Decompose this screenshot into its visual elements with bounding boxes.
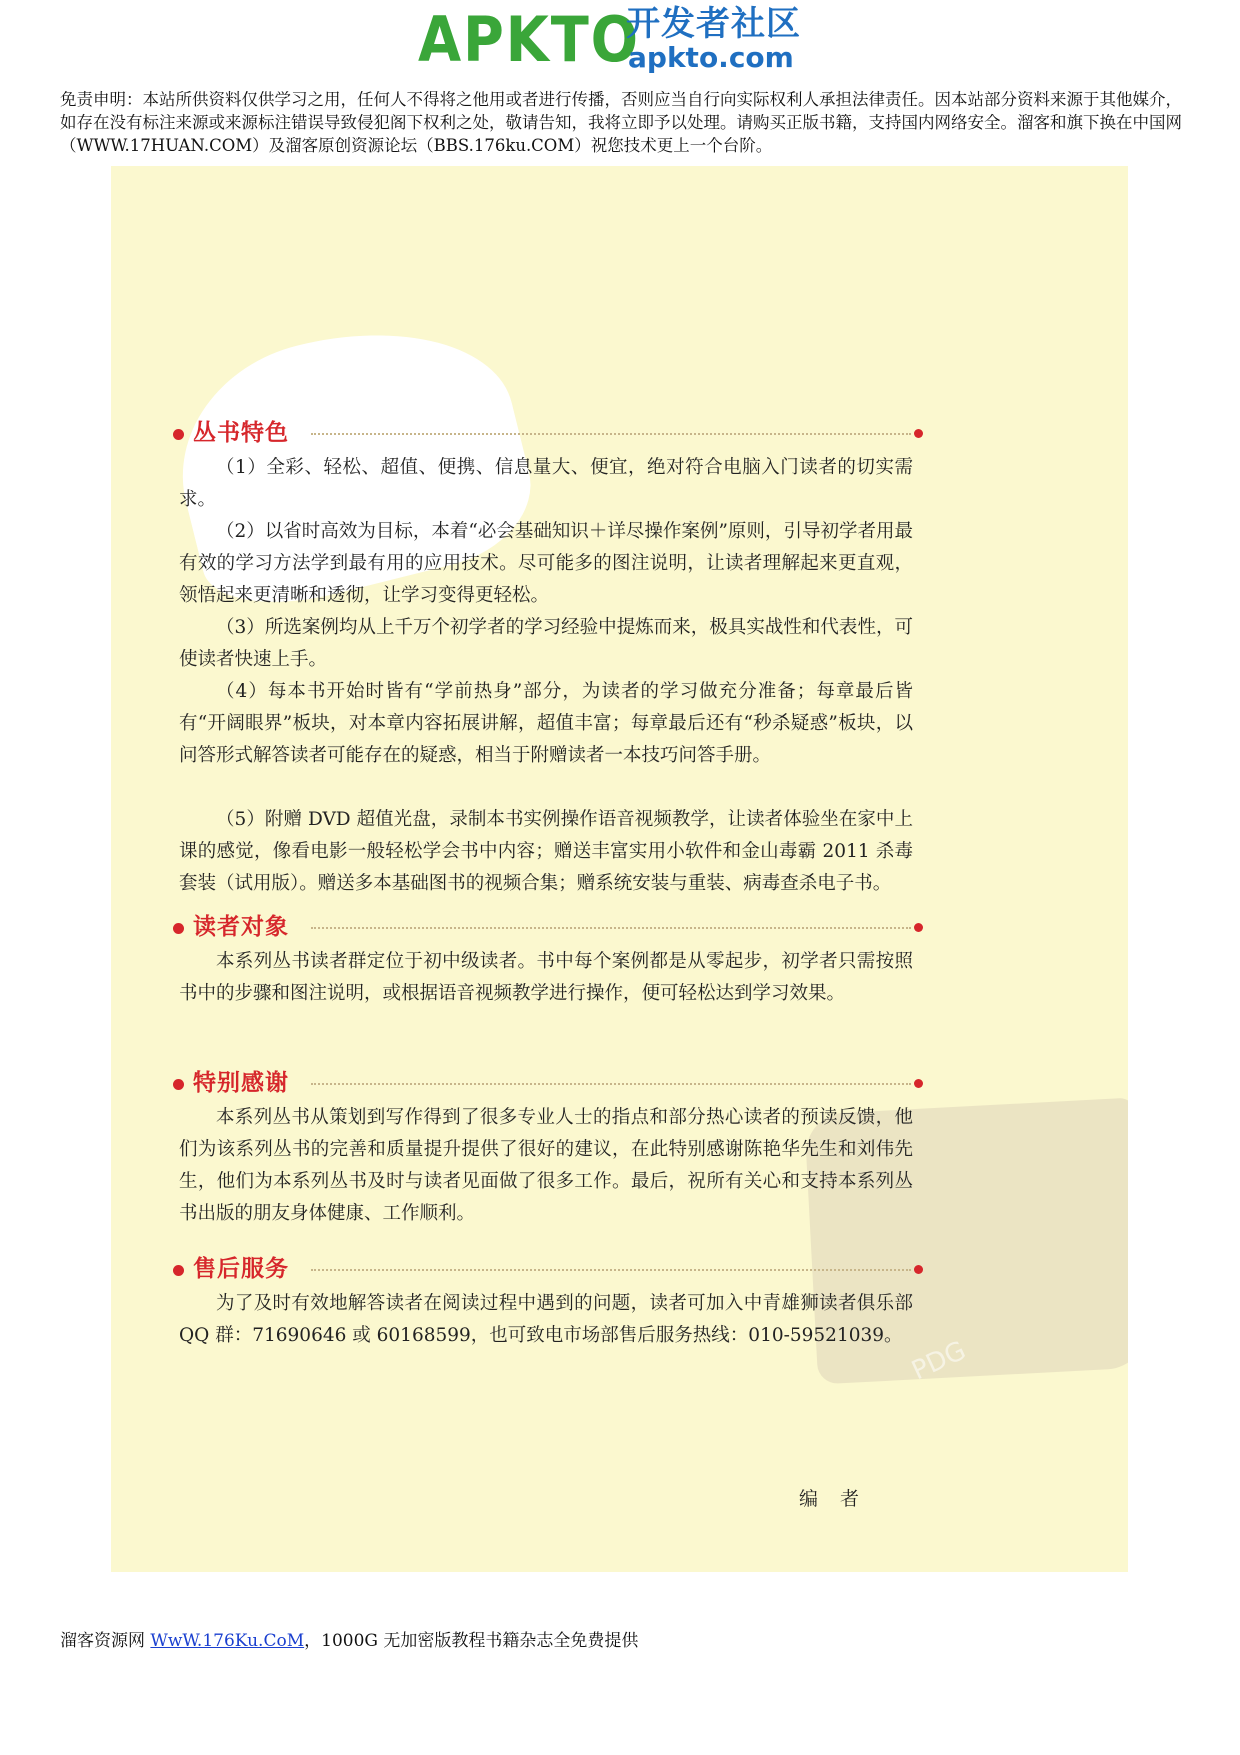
bullet-icon [173,1079,184,1090]
section-heading-readers [173,910,923,944]
logo-wordmark: APKTO [418,3,640,76]
section-heading-service [173,1252,923,1286]
paragraph: （1）全彩、轻松、超值、便携、信息量大、便宜，绝对符合电脑入门读者的切实需求。 [179,457,913,510]
bullet-icon [914,429,923,438]
section-heading-features [173,416,923,450]
footer-prefix: 溜客资源网 [60,1631,151,1651]
paragraph: 为了及时有效地解答读者在阅读过程中遇到的问题，读者可加入中青雄狮读者俱乐部 QQ 群：71690646 或 60168599，也可致电市场部售后服务热线：010-59521039。 [179,1293,913,1346]
dotted-divider [311,1083,911,1085]
disclaimer-text: 免责申明：本站所供资料仅供学习之用，任何人不得将之他用或者进行传播，否则应当自行向实际权利人承担法律责任。因本站部分资料来源于其他媒介，如存在没有标注来源或来源标注错误导致侵犯阁下权利之处，敬请告知，我将立即予以处理。请购买正版书籍，支持国内网络安全。溜客和旗下换在中国网（WWW.17HUAN.COM）及溜客原创资源论坛（BBS.176ku.COM）祝您技术更上一个台阶。 [60,90,1182,155]
dotted-divider [311,927,911,929]
footer [60,1626,638,1651]
bullet-icon [914,1079,923,1088]
bullet-icon [914,923,923,932]
apkto-logo [418,2,838,78]
logo-chinese-title: 开发者社区 [626,4,801,44]
footer-suffix: ，1000G 无加密版教程书籍杂志全免费提供 [304,1631,639,1651]
dotted-divider [311,433,911,435]
paragraph: （2）以省时高效为目标，本着“必会基础知识＋详尽操作案例”原则，引导初学者用最有效的学习方法学到最有用的应用技术。尽可能多的图注说明，让读者理解起来更直观，领悟起来更清晰和透彻，让学习变得更轻松。 [179,521,913,606]
stamp-mark: PDG [907,1335,971,1387]
section-title: 特别感谢 [193,1070,289,1096]
scanned-book-page [111,166,1128,1572]
bullet-icon [173,429,184,440]
paragraph: （4）每本书开始时皆有“学前热身”部分，为读者的学习做充分准备；每章最后皆有“开阔眼界”板块，对本章内容拓展讲解，超值丰富；每章最后还有“秒杀疑惑”板块，以问答形式解答读者可能存在的疑惑，相当于附赠读者一本技巧问答手册。 [179,681,913,766]
paragraph: 本系列丛书读者群定位于初中级读者。书中每个案例都是从零起步，初学者只需按照书中的步骤和图注说明，或根据语音视频教学进行操作，便可轻松达到学习效果。 [179,951,913,1004]
bullet-icon [173,1265,184,1276]
bullet-icon [173,923,184,934]
paragraph: 本系列丛书从策划到写作得到了很多专业人士的指点和部分热心读者的预读反馈，他们为该系列丛书的完善和质量提升提供了很好的建议，在此特别感谢陈艳华先生和刘伟先生，他们为本系列丛书及时与读者见面做了很多工作。最后，祝所有关心和支持本系列丛书出版的朋友身体健康、工作顺利。 [179,1107,913,1224]
section-heading-thanks [173,1066,923,1100]
logo-url: apkto.com [628,41,794,74]
footer-site-link[interactable]: WwW.176Ku.CoM [150,1631,305,1651]
section-title: 丛书特色 [193,420,289,446]
section-title: 读者对象 [193,914,289,940]
dotted-divider [311,1269,911,1271]
signature: 编者 [799,1488,882,1510]
section-title: 售后服务 [193,1256,289,1282]
paragraph: （3）所选案例均从上千万个初学者的学习经验中提炼而来，极具实战性和代表性，可使读者快速上手。 [179,617,913,670]
bullet-icon [914,1265,923,1274]
paragraph: （5）附赠 DVD 超值光盘，录制本书实例操作语音视频教学，让读者体验坐在家中上课的感觉，像看电影一般轻松学会书中内容；赠送丰富实用小软件和金山毒霸 2011 杀毒套装（试用版）。赠送多本基础图书的视频合集；赠系统安装与重装、病毒查杀电子书。 [179,809,913,894]
